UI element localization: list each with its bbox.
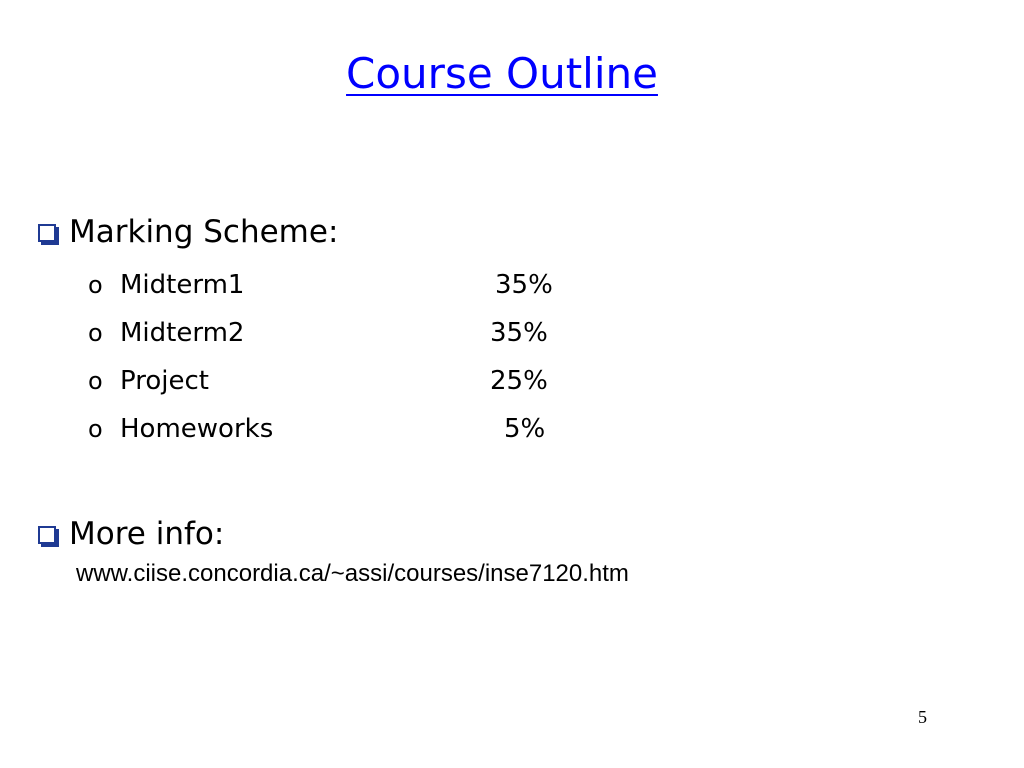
checkbox-icon — [38, 224, 56, 242]
sub-bullet-icon: o — [88, 319, 103, 347]
checkbox-icon — [38, 526, 56, 544]
sub-bullet-icon: o — [88, 367, 103, 395]
item-value: 35% — [490, 318, 548, 348]
item-label: Homeworks — [120, 414, 274, 444]
slide-title: Course Outline — [346, 49, 658, 98]
item-value: 35% — [495, 270, 553, 300]
marking-scheme-heading: Marking Scheme: — [69, 214, 339, 250]
item-value: 5% — [504, 414, 546, 444]
item-label: Midterm2 — [120, 318, 245, 348]
item-label: Project — [120, 366, 209, 396]
more-info-heading: More info: — [69, 516, 225, 552]
more-info-bullet — [38, 514, 224, 554]
course-url: www.ciise.concordia.ca/~assi/courses/inse7120.htm — [76, 560, 629, 587]
sub-bullet-icon: o — [88, 415, 103, 443]
sub-bullet-icon: o — [88, 271, 103, 299]
item-value: 25% — [490, 366, 548, 396]
page-number: 5 — [918, 707, 927, 727]
marking-scheme-bullet — [38, 212, 338, 252]
item-label: Midterm1 — [120, 270, 245, 300]
